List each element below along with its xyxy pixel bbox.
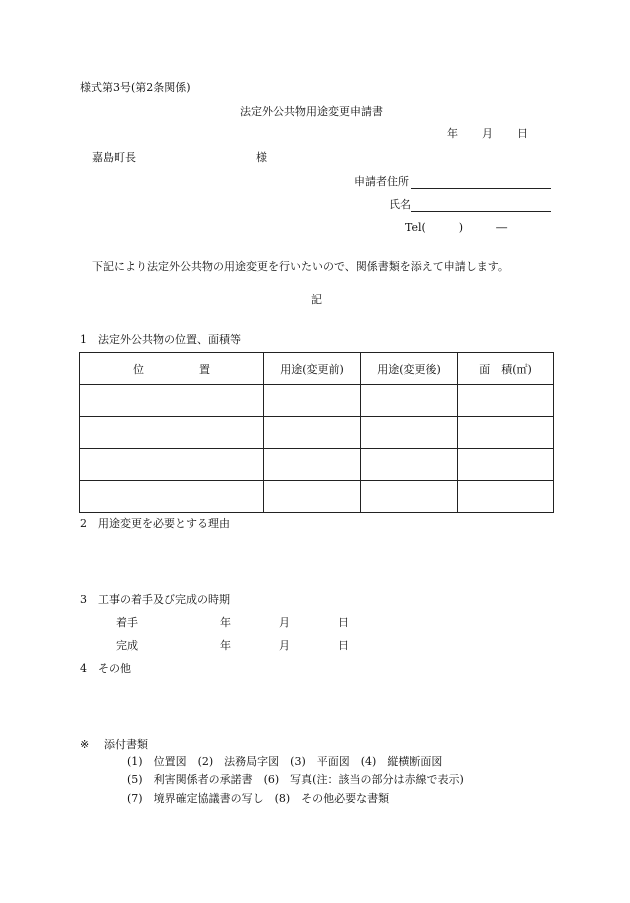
ki-heading: 記 [311, 293, 322, 306]
table-cell[interactable] [264, 449, 361, 481]
table-cell[interactable] [80, 385, 264, 417]
date-month: 月 [482, 127, 493, 140]
applicant-name-label: 氏名 [389, 198, 411, 211]
table-cell[interactable] [264, 385, 361, 417]
date-year: 年 [447, 127, 458, 140]
applicant-address-label: 申請者住所 [354, 175, 409, 188]
attachments-line-1: (1) 位置図 (2) 法務局字図 (3) 平面図 (4) 縦横断面図 [127, 755, 443, 768]
attachments-line-3: (7) 境界確定協議書の写し (8) その他必要な書類 [127, 792, 390, 805]
applicant-name-line [411, 211, 551, 212]
start-month: 月 [279, 616, 290, 629]
addressee-honorific: 様 [256, 151, 267, 164]
addressee-name: 嘉島町長 [92, 151, 136, 164]
applicant-tel-label: Tel( ) ― [405, 221, 508, 234]
table-cell[interactable] [458, 449, 554, 481]
usage-table [79, 352, 554, 513]
table-cell[interactable] [361, 417, 458, 449]
table-cell[interactable] [80, 481, 264, 513]
section3-heading: 3 工事の着手及び完成の時期 [80, 593, 230, 606]
start-year: 年 [220, 616, 231, 629]
table-cell[interactable] [361, 385, 458, 417]
finish-year: 年 [220, 639, 231, 652]
table-cell[interactable] [361, 449, 458, 481]
section4-heading: 4 その他 [80, 662, 131, 675]
header-use-before: 用途(変更前) [264, 353, 361, 385]
table-row [80, 385, 554, 417]
table-cell[interactable] [458, 481, 554, 513]
attachments-heading: 添付書類 [104, 738, 148, 751]
header-area: 面 積(㎡) [458, 353, 554, 385]
header-location: 位 置 [80, 353, 264, 385]
start-label: 着手 [116, 616, 138, 629]
table-row [80, 417, 554, 449]
attachments-mark: ※ [80, 738, 90, 751]
finish-day: 日 [338, 639, 349, 652]
applicant-address-line [411, 188, 551, 189]
table-cell[interactable] [264, 417, 361, 449]
table-row [80, 449, 554, 481]
intro-text: 下記により法定外公共物の用途変更を行いたいので、関係書類を添えて申請します。 [92, 260, 509, 273]
date-day: 日 [517, 127, 528, 140]
table-row [80, 481, 554, 513]
table-cell[interactable] [458, 385, 554, 417]
finish-label: 完成 [116, 639, 138, 652]
start-day: 日 [338, 616, 349, 629]
table-cell[interactable] [264, 481, 361, 513]
section2-heading: 2 用途変更を必要とする理由 [80, 517, 230, 530]
page-title: 法定外公共物用途変更申請書 [240, 105, 383, 118]
finish-month: 月 [279, 639, 290, 652]
table-header-row [80, 353, 554, 385]
table-cell[interactable] [80, 449, 264, 481]
table-cell[interactable] [80, 417, 264, 449]
attachments-line-2: (5) 利害関係者の承諾書 (6) 写真(注：該当の部分は赤線で表示) [127, 773, 464, 786]
section1-heading: 1 法定外公共物の位置、面積等 [80, 333, 241, 346]
table-cell[interactable] [361, 481, 458, 513]
table-cell[interactable] [458, 417, 554, 449]
header-use-after: 用途(変更後) [361, 353, 458, 385]
form-number: 様式第3号(第2条関係) [80, 81, 191, 94]
